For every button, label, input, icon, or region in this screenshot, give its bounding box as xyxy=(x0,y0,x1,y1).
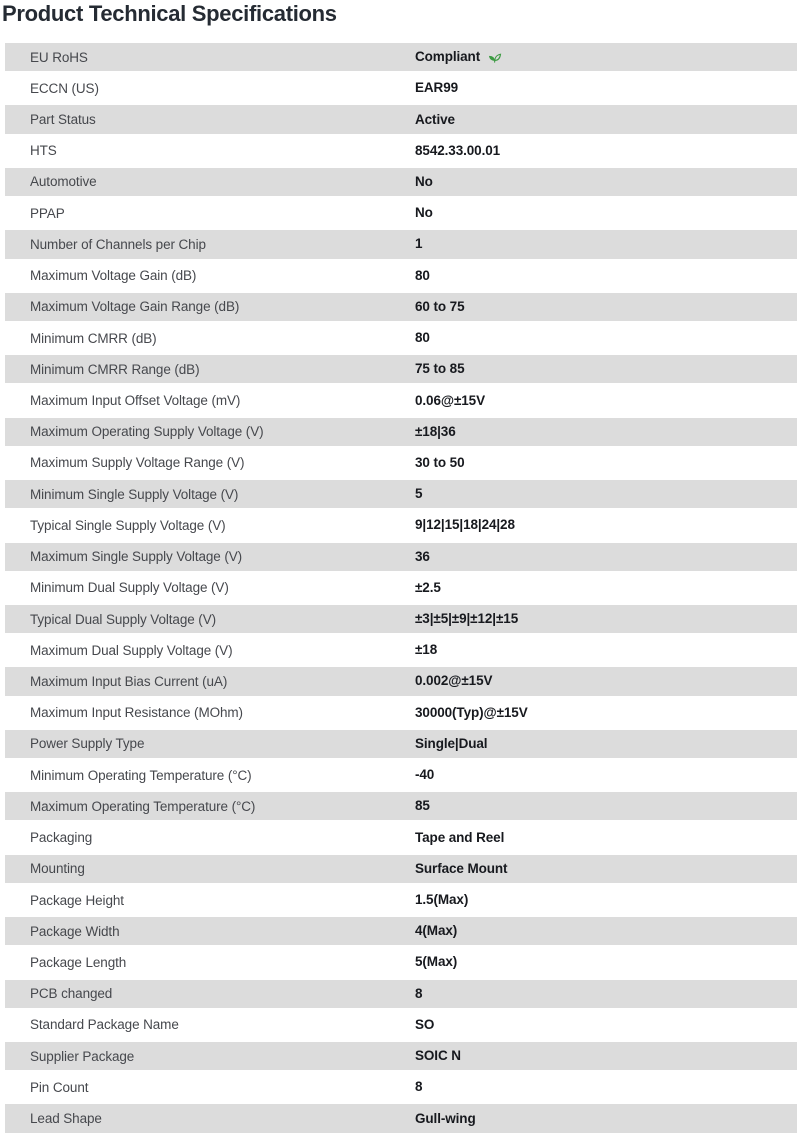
spec-value: Active xyxy=(415,111,455,127)
spec-value-wrap xyxy=(415,610,518,628)
table-row xyxy=(5,74,797,105)
spec-value: 85 xyxy=(415,798,430,814)
spec-value-wrap xyxy=(415,953,457,971)
table-row xyxy=(5,823,797,854)
spec-label: Minimum CMRR Range (dB) xyxy=(30,361,200,377)
spec-label: ECCN (US) xyxy=(30,80,99,96)
table-row xyxy=(5,730,797,761)
spec-label: Number of Channels per Chip xyxy=(30,236,206,252)
spec-value: Surface Mount xyxy=(415,860,508,876)
spec-label: Maximum Voltage Gain (dB) xyxy=(30,268,197,284)
spec-value-wrap xyxy=(415,672,492,690)
spec-value: 80 xyxy=(415,267,430,283)
table-row xyxy=(5,262,797,293)
spec-value: ±3|±5|±9|±12|±15 xyxy=(415,611,519,627)
leaf-icon xyxy=(487,49,502,64)
table-row xyxy=(5,1042,797,1073)
spec-value-wrap xyxy=(415,1110,476,1128)
spec-label: Maximum Input Offset Voltage (mV) xyxy=(30,393,241,409)
table-row xyxy=(5,1104,797,1135)
spec-value: 36 xyxy=(415,548,430,564)
spec-label: Minimum Dual Supply Voltage (V) xyxy=(30,580,229,596)
table-row xyxy=(5,761,797,792)
spec-label: Mounting xyxy=(30,861,85,877)
table-row xyxy=(5,948,797,979)
table-row xyxy=(5,168,797,199)
spec-value: 80 xyxy=(415,330,430,346)
table-row xyxy=(5,43,797,74)
spec-value-wrap xyxy=(415,735,487,753)
spec-label: Typical Single Supply Voltage (V) xyxy=(30,517,226,533)
spec-value-wrap xyxy=(415,235,422,253)
spec-label: Maximum Dual Supply Voltage (V) xyxy=(30,642,233,658)
spec-table xyxy=(5,43,797,1135)
spec-value: 0.002@±15V xyxy=(415,673,493,689)
spec-value: EAR99 xyxy=(415,80,459,96)
table-row xyxy=(5,480,797,511)
spec-value-wrap xyxy=(415,111,455,129)
spec-label: Maximum Input Resistance (MOhm) xyxy=(30,705,243,721)
spec-label: Maximum Voltage Gain Range (dB) xyxy=(30,299,240,315)
spec-value-wrap xyxy=(415,392,485,410)
spec-value-wrap xyxy=(415,548,430,566)
spec-value-wrap xyxy=(415,1047,461,1065)
spec-label: Maximum Single Supply Voltage (V) xyxy=(30,549,243,565)
table-row xyxy=(5,792,797,823)
spec-value-wrap xyxy=(415,829,504,847)
spec-value: Compliant xyxy=(415,49,481,65)
spec-value: 8 xyxy=(415,985,423,1001)
spec-value: 60 to 75 xyxy=(415,298,465,314)
spec-value-wrap xyxy=(415,985,422,1003)
spec-value: 0.06@±15V xyxy=(415,392,485,408)
spec-label: Package Width xyxy=(30,923,120,939)
table-row xyxy=(5,324,797,355)
table-row xyxy=(5,699,797,730)
table-row xyxy=(5,855,797,886)
spec-value: No xyxy=(415,173,433,189)
spec-value-wrap xyxy=(415,48,502,66)
spec-value: 1.5(Max) xyxy=(415,892,469,908)
table-row xyxy=(5,355,797,386)
spec-label: Typical Dual Supply Voltage (V) xyxy=(30,611,216,627)
spec-value-wrap xyxy=(415,79,458,97)
spec-value-wrap xyxy=(415,329,430,347)
table-row xyxy=(5,199,797,230)
spec-value-wrap xyxy=(415,579,441,597)
spec-value-wrap xyxy=(415,423,456,441)
table-row xyxy=(5,636,797,667)
spec-value-wrap xyxy=(415,922,457,940)
spec-value-wrap xyxy=(415,766,434,784)
spec-value-wrap xyxy=(415,485,422,503)
table-row xyxy=(5,386,797,417)
table-row xyxy=(5,1073,797,1104)
table-row xyxy=(5,511,797,542)
spec-value: SO xyxy=(415,1016,435,1032)
table-row xyxy=(5,418,797,449)
spec-value: Single|Dual xyxy=(415,735,488,751)
spec-value: 30000(Typ)@±15V xyxy=(415,704,528,720)
spec-value: 8 xyxy=(415,1079,423,1095)
spec-value-wrap xyxy=(415,173,433,191)
table-row xyxy=(5,1011,797,1042)
spec-value: 4(Max) xyxy=(415,923,458,939)
spec-label: PCB changed xyxy=(30,986,113,1002)
spec-value: No xyxy=(415,205,433,221)
table-row xyxy=(5,449,797,480)
spec-label: Pin Count xyxy=(30,1079,89,1095)
spec-value: ±18|36 xyxy=(415,423,456,439)
spec-value: Tape and Reel xyxy=(415,829,505,845)
spec-value-wrap xyxy=(415,1078,422,1096)
table-row xyxy=(5,605,797,636)
spec-label: Maximum Input Bias Current (uA) xyxy=(30,673,228,689)
spec-value: Gull-wing xyxy=(415,1110,476,1126)
spec-label: Standard Package Name xyxy=(30,1017,179,1033)
page-title: Product Technical Specifications xyxy=(2,1,337,26)
spec-value-wrap xyxy=(415,860,507,878)
spec-value: 1 xyxy=(415,236,423,252)
table-row xyxy=(5,980,797,1011)
spec-label: Automotive xyxy=(30,174,97,190)
spec-value-wrap xyxy=(415,454,464,472)
table-row xyxy=(5,886,797,917)
spec-value-wrap xyxy=(415,704,528,722)
spec-value: 75 to 85 xyxy=(415,361,465,377)
spec-label: Minimum Operating Temperature (°C) xyxy=(30,767,252,783)
spec-value-wrap xyxy=(415,298,464,316)
spec-value-wrap xyxy=(415,891,468,909)
spec-value: 5 xyxy=(415,486,423,502)
spec-value-wrap xyxy=(415,204,433,222)
spec-label: Minimum Single Supply Voltage (V) xyxy=(30,486,239,502)
spec-value: -40 xyxy=(415,767,435,783)
spec-value: SOIC N xyxy=(415,1048,461,1064)
table-row xyxy=(5,574,797,605)
spec-label: Power Supply Type xyxy=(30,736,145,752)
spec-label: HTS xyxy=(30,143,57,159)
spec-label: Maximum Operating Temperature (°C) xyxy=(30,798,256,814)
spec-label: Lead Shape xyxy=(30,1111,102,1127)
spec-label: PPAP xyxy=(30,205,65,221)
table-row xyxy=(5,667,797,698)
spec-value: ±18 xyxy=(415,642,438,658)
spec-label: EU RoHS xyxy=(30,49,88,65)
spec-label: Part Status xyxy=(30,112,96,128)
spec-value-wrap xyxy=(415,641,437,659)
spec-label: Supplier Package xyxy=(30,1048,135,1064)
spec-label: Maximum Supply Voltage Range (V) xyxy=(30,455,245,471)
spec-value-wrap xyxy=(415,142,500,160)
spec-label: Packaging xyxy=(30,830,93,846)
spec-value-wrap xyxy=(415,516,515,534)
spec-value: ±2.5 xyxy=(415,579,441,595)
spec-value-wrap xyxy=(415,797,430,815)
table-row xyxy=(5,230,797,261)
spec-label: Package Length xyxy=(30,954,127,970)
spec-label: Minimum CMRR (dB) xyxy=(30,330,157,346)
spec-value: 30 to 50 xyxy=(415,454,465,470)
spec-value: 8542.33.00.01 xyxy=(415,142,501,158)
table-row xyxy=(5,105,797,136)
spec-value-wrap xyxy=(415,267,430,285)
spec-label: Package Height xyxy=(30,892,124,908)
table-row xyxy=(5,137,797,168)
spec-value: 9|12|15|18|24|28 xyxy=(415,517,515,533)
spec-label: Maximum Operating Supply Voltage (V) xyxy=(30,424,264,440)
table-row xyxy=(5,293,797,324)
table-row xyxy=(5,543,797,574)
spec-value-wrap xyxy=(415,360,464,378)
spec-value-wrap xyxy=(415,1016,434,1034)
spec-value: 5(Max) xyxy=(415,954,458,970)
table-row xyxy=(5,917,797,948)
